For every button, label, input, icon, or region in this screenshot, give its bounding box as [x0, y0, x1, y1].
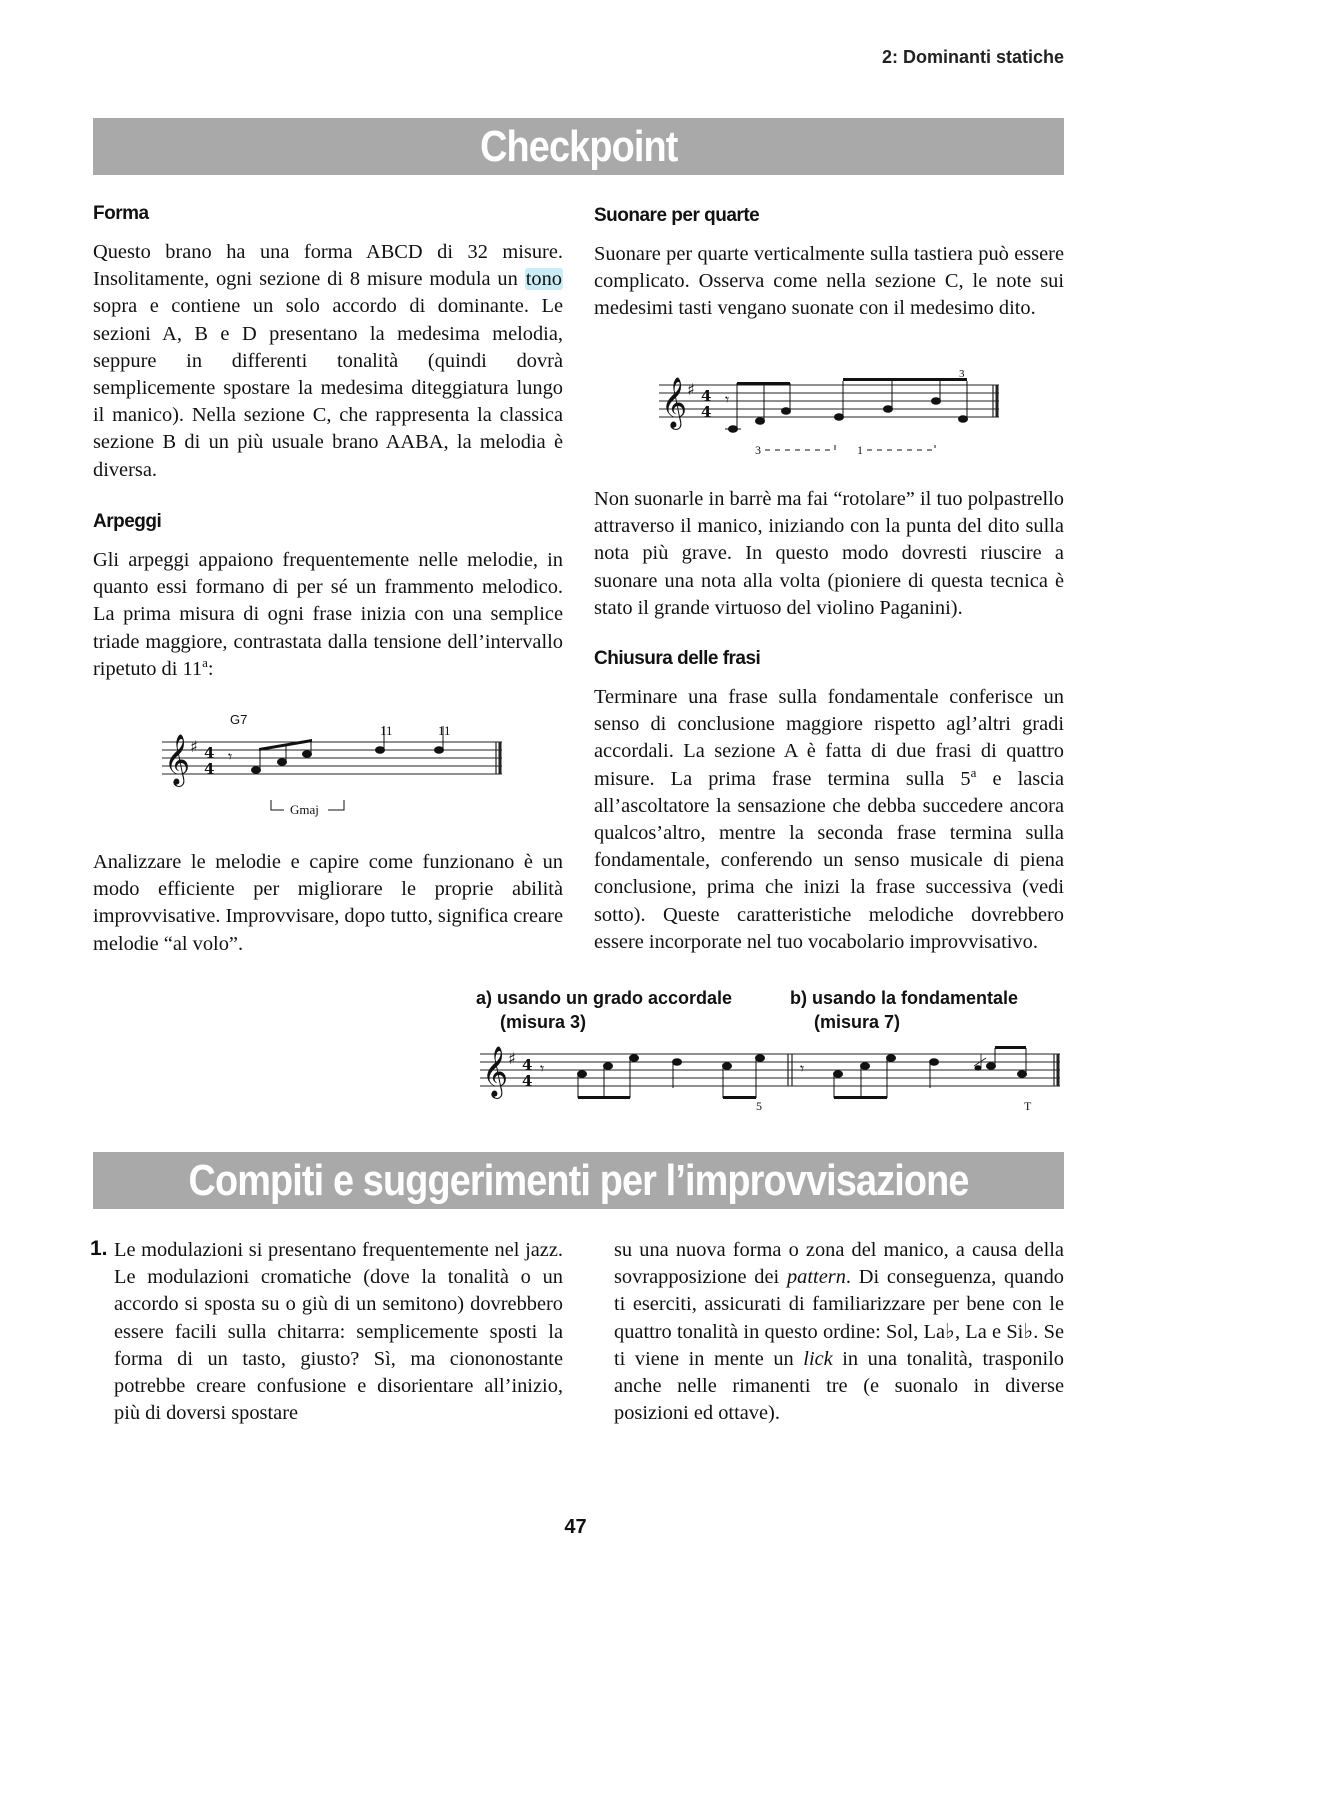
treble-clef-icon: 𝄞 — [661, 377, 688, 428]
forma-text-a: Questo brano ha una forma ABCD di 32 misure. Insolitamente, ogni sezione di 8 misure modula un — [93, 241, 563, 291]
forma-text-b: sopra e contiene un solo accordo di dominante. Le sezioni A, B e D presentano la medesima melodia, seppure in differenti tonalità (quindi dovrà semplicemente spostare la medesima diteggiatura lungo il manico). Nella sezione C, che rappresenta la classica sezione B di un più usuale brano AABA, la melodia è diversa. — [93, 295, 563, 481]
chiusura-text-a: Terminare una frase sulla fondamentale conferisce un senso di conclusione maggiore rispetto agl’altri gradi accordali. La sezione A è fatta di due frasi di quattro misure. La prima frase termina sulla 5 — [594, 686, 1064, 790]
arpeggi-section — [93, 511, 563, 683]
tasks-title: Compiti e suggerimenti per l’improvvisazione — [188, 1155, 969, 1205]
arpeggio-notation — [158, 708, 508, 826]
arpeggi-sup: a — [202, 655, 208, 671]
time-sig-top: 4 — [701, 387, 712, 405]
chiusura-paragraph — [594, 684, 1064, 956]
interval-label-1: 11 — [380, 723, 393, 738]
time-sig-bottom: 4 — [522, 1072, 533, 1090]
eighth-rest-icon: 𝄾 — [540, 1059, 545, 1078]
finger-label-3: 3 — [755, 443, 761, 457]
task-right-paragraph — [614, 1237, 1064, 1427]
degree-mark-t: T — [1024, 1099, 1032, 1113]
chiusura-text-b: e lascia all’ascoltatore la sensazione che debba succedere ancora qualcos’altro, mentre la seconda frase termina sulla fondamentale, conferendo un senso musicale di piena conclusione, prima che inizi la frase successiva (vedi sotto). Queste caratteristiche melodiche dovrebbero essere incorporate nel tuo vocabolario improvvisativo. — [594, 767, 1064, 953]
triplet-mark: 3 — [959, 368, 965, 380]
chord-symbol: G7 — [230, 712, 248, 727]
quarte-paragraph: Suonare per quarte verticalmente sulla tastiera può essere complicato. Osserva come nella sezione C, le note sui medesimi tasti vengano suonate con il medesimo dito. — [594, 243, 1064, 320]
example-a-label — [476, 986, 732, 1034]
running-head: 2: Dominanti statiche — [881, 47, 1064, 67]
quarte-heading: Suonare per quarte — [594, 205, 760, 226]
task-right-a: su una nuova forma o zona del manico, a causa della sovrapposizione dei — [614, 1239, 1064, 1289]
task-left-paragraph: Le modulazioni si presentano frequentemente nel jazz. Le modulazioni cromatiche (dove la tonalità o un accordo si sposta su o giù di un semitono) dovrebbero essere facili sulla chitarra: semplicemente sposti la forma di un tasto, giusto? Sì, ma ciononostante potrebbe creare confusione e disorientare all’inizio, più di doversi spostare — [114, 1239, 563, 1425]
arpeggi-text-end: : — [207, 657, 214, 680]
checkpoint-banner — [93, 118, 1064, 175]
task-right — [614, 1237, 1064, 1427]
interval-label-2: 11 — [438, 723, 451, 738]
list-number: 1. — [90, 1237, 108, 1260]
time-sig-top: 4 — [522, 1056, 533, 1074]
bracket-label: Gmaj — [290, 802, 319, 817]
sharp-icon: ♯ — [508, 1049, 516, 1068]
time-sig-bottom: 4 — [701, 403, 712, 421]
checkpoint-title: Checkpoint — [479, 121, 678, 171]
finger-label-1: 1 — [857, 443, 863, 457]
analysis-paragraph: Analizzare le melodie e capire come funzionano è un modo efficiente per migliorare le proprie abilità improvvisative. Improvvisare, dopo tutto, significa creare melodie “al volo”. — [93, 851, 563, 955]
tasks-banner — [93, 1152, 1064, 1209]
treble-clef-icon: 𝄞 — [482, 1046, 509, 1097]
fourths-notation — [655, 365, 1005, 461]
task-left — [114, 1237, 563, 1427]
eighth-rest-icon-2: 𝄾 — [800, 1059, 805, 1078]
forma-paragraph — [93, 239, 563, 484]
finger-line-3 — [765, 445, 835, 450]
phrase-ending-notation — [476, 1036, 1066, 1116]
degree-mark-5: 5 — [756, 1099, 762, 1113]
task-right-em2: lick — [803, 1347, 833, 1370]
treble-clef-icon: 𝄞 — [164, 734, 191, 785]
time-sig-bottom: 4 — [204, 760, 215, 778]
arpeggi-text: Gli arpeggi appaiono frequentemente nelle melodie, in quanto essi formano di per sé un frammento melodico. La prima misura di ogni frase inizia con una semplice triade maggiore, contrastata dalla tensione dell’intervallo ripetuto di 11 — [93, 549, 563, 680]
eighth-rest-icon: 𝄾 — [725, 390, 730, 409]
task-right-c: in una tonalità, trasponilo anche nelle rimanenti tre (e suonalo in diverse posizioni ed ottave). — [614, 1347, 1064, 1425]
example-b-line2: (misura 7) — [814, 1012, 901, 1032]
barre-paragraph: Non suonarle in barrè ma fai “rotolare” il tuo polpastrello attraverso il manico, iniziando con la punta del dito sulla nota più grave. In questo modo dovresti riuscire a suonare una nota alla volta (pioniere di questa tecnica è stato il grande virtuoso del violino Paganini). — [594, 488, 1064, 619]
example-a-line1: a) usando un grado accordale — [476, 988, 733, 1008]
barre-section — [594, 486, 1064, 622]
sharp-icon: ♯ — [190, 737, 198, 756]
time-sig-top: 4 — [204, 744, 215, 762]
sharp-icon: ♯ — [687, 380, 695, 399]
analysis-section — [93, 849, 563, 958]
chiusura-sup: a — [970, 764, 977, 780]
quarte-section — [594, 205, 1064, 323]
example-b-line1: b) usando la fondamentale — [790, 988, 1019, 1008]
chiusura-heading: Chiusura delle frasi — [594, 648, 761, 669]
task-right-em1: pattern — [786, 1266, 846, 1289]
example-a-line2: (misura 3) — [500, 1012, 587, 1032]
arpeggi-heading: Arpeggi — [93, 511, 162, 532]
arpeggi-paragraph — [93, 547, 563, 683]
example-b-label — [790, 986, 1018, 1034]
forma-section — [93, 203, 563, 484]
finger-line-1 — [867, 445, 935, 450]
highlighted-word[interactable]: tono — [525, 268, 562, 291]
page-number: 47 — [564, 1516, 587, 1538]
task-right-b: . Di conseguenza, quando ti eserciti, assicurati di familiarizzare per bene con le quattro tonalità in questo ordine: Sol, La♭, La e Si♭. Se ti viene in mente un — [614, 1266, 1064, 1370]
chiusura-section — [594, 648, 1064, 956]
forma-heading: Forma — [93, 203, 149, 224]
eighth-rest-icon: 𝄾 — [228, 747, 233, 766]
